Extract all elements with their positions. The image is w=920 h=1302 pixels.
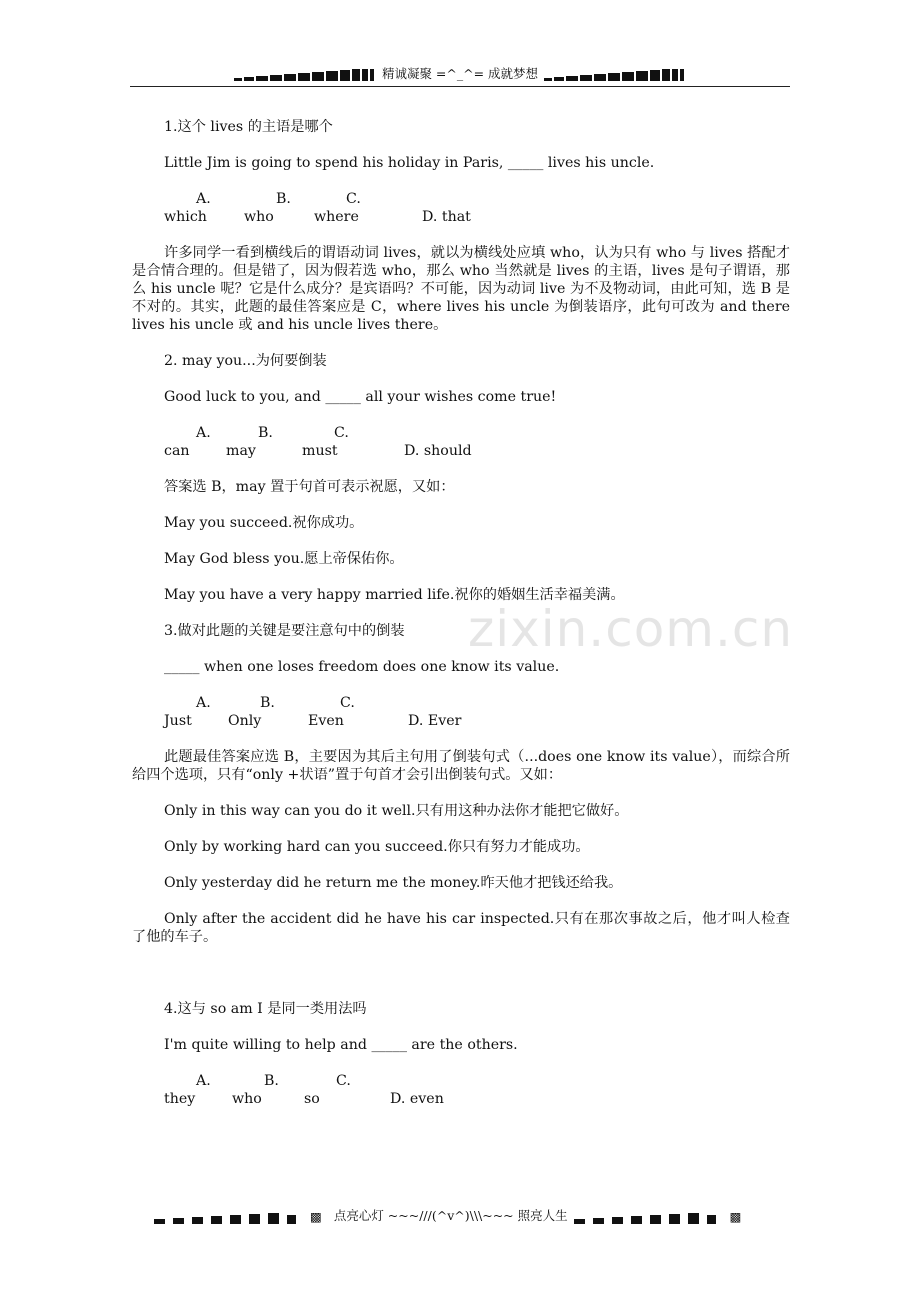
example-sentence: May God bless you.愿上帝保佑你。 bbox=[164, 551, 404, 567]
option: D. Ever bbox=[408, 713, 462, 729]
header-text: 精诚凝聚 =^_^= 成就梦想 bbox=[381, 66, 539, 81]
header-left-decoration bbox=[234, 69, 376, 81]
question-stem: Little Jim is going to spend his holiday in Paris, _____ lives his uncle. bbox=[164, 155, 655, 171]
explanation: 答案选 B，may 置于句首可表示祝愿，又如： bbox=[164, 479, 455, 495]
question-stem: Good luck to you, and _____ all your wishes come true! bbox=[164, 389, 557, 405]
option: A. which bbox=[164, 191, 211, 225]
page-footer bbox=[154, 1206, 774, 1224]
option: C. so bbox=[304, 1073, 351, 1107]
question-options bbox=[132, 190, 790, 226]
option: B. who bbox=[244, 191, 291, 225]
option: B. Only bbox=[228, 695, 275, 729]
footer-text: 点亮心灯 ~~~///(^v^)\\\~~~ 照亮人生 bbox=[333, 1208, 568, 1223]
question-title: 1.这个 lives 的主语是哪个 bbox=[164, 119, 333, 135]
explanation: 许多同学一看到横线后的谓语动词 lives，就以为横线处应填 who，认为只有 who 与 lives 搭配才是合情合理的。但是错了，因为假若选 who，那么 who 当然就是 lives 的主语，lives 是句子谓语，那么 his uncle 呢？它是什么成分？是宾语吗？不可能，因为动词 live 为不及物动词，由此可知，选 B 是不对的。其实，此题的最佳答案应是 C，where lives his uncle 为倒装语序，此句可改为 and there lives his uncle 或 and his uncle lives there。 bbox=[132, 245, 790, 333]
option: C. where bbox=[314, 191, 361, 225]
example-sentence: Only yesterday did he return me the money.昨天他才把钱还给我。 bbox=[164, 875, 623, 891]
footer-left-decoration bbox=[154, 1213, 304, 1224]
question-title: 3.做对此题的关键是要注意句中的倒装 bbox=[164, 623, 405, 639]
option: B. who bbox=[232, 1073, 279, 1107]
example-sentence: Only by working hard can you succeed.你只有努力才能成功。 bbox=[164, 839, 590, 855]
question-title: 4.这与 so am I 是同一类用法吗 bbox=[164, 1001, 367, 1017]
question-options bbox=[132, 424, 790, 460]
option: C. must bbox=[302, 425, 349, 459]
header-right-decoration bbox=[544, 69, 686, 81]
option: A. Just bbox=[164, 695, 211, 729]
question-stem: _____ when one loses freedom does one know its value. bbox=[164, 659, 560, 675]
question-stem: I'm quite willing to help and _____ are the others. bbox=[164, 1037, 518, 1053]
option: B. may bbox=[226, 425, 273, 459]
spacer bbox=[132, 964, 790, 1000]
example-sentence: May you succeed.祝你成功。 bbox=[164, 515, 364, 531]
option: D. even bbox=[390, 1091, 444, 1107]
example-sentence: Only after the accident did he have his car inspected.只有在那次事故之后，他才叫人检查了他的车子。 bbox=[132, 911, 790, 945]
footer-right-decoration bbox=[574, 1213, 724, 1224]
option: D. that bbox=[422, 209, 471, 225]
option: D. should bbox=[404, 443, 472, 459]
example-sentence: May you have a very happy married life.祝你的婚姻生活幸福美满。 bbox=[164, 587, 625, 603]
watermark: zixin.com.cn bbox=[468, 600, 794, 658]
option: A. can bbox=[164, 425, 211, 459]
footer-mark-left: ▩ bbox=[310, 1209, 322, 1224]
option: A. they bbox=[164, 1073, 211, 1107]
explanation: 此题最佳答案应选 B，主要因为其后主句用了倒装句式（...does one know its value），而综合所给四个选项，只有“only +状语”置于句首才会引出倒装句式。又如： bbox=[132, 749, 790, 783]
option: C. Even bbox=[308, 695, 355, 729]
footer-mark-right: ▩ bbox=[729, 1209, 742, 1224]
example-sentence: Only in this way can you do it well.只有用这种办法你才能把它做好。 bbox=[164, 803, 629, 819]
question-title: 2. may you...为何要倒装 bbox=[164, 353, 327, 369]
question-options bbox=[132, 1072, 790, 1108]
question-options bbox=[132, 694, 790, 730]
page-header bbox=[130, 64, 790, 87]
